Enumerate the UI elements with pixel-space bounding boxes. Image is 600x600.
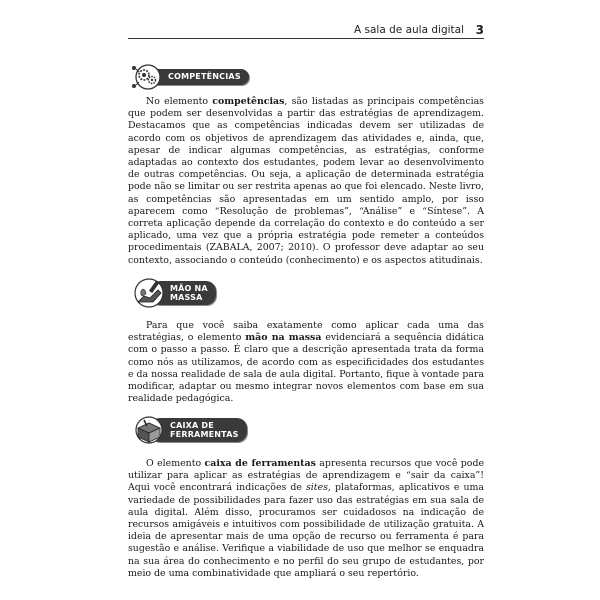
running-header (128, 24, 484, 39)
mao-na-massa-text-a: Para que você saiba exatamente como aplicar cada uma das estratégias, o elemento (128, 320, 484, 344)
caixa-text-c: , plataformas, aplicativos e uma variedade de possibilidades para fazer uso das estratégias em sua sala de aula digital. Além disso, procuramos ser cuidadosos na indicação de recursos amigáveis e intuitivos com possibilidade de utilização gratuita. A ideia de apresentar mais de uma opção de recurso ou ferramenta é para sugestão e análise. Verifique a viabilidade de uso que melhor se enquadra na sua área do conhecimento e no perfil do seu grupo de estudantes, por meio de uma combinatividade que ampliará o seu repertório. (128, 482, 484, 579)
competencias-label-text: COMPETÊNCIAS (168, 72, 241, 82)
hand-tool-icon (130, 276, 168, 310)
competencias-label (130, 62, 249, 92)
caixa-de-ferramentas-paragraph (128, 458, 484, 580)
mao-na-massa-text-b: evidenciará a sequência didática com o passo a passo. É claro que a descrição apresentada trata da forma como nós as utilizamos, de acordo com as especificidades dos estudantes e da nossa realidade de sala de aula digital. Portanto, fique à vontade para modificar, adaptar ou mesmo integrar novos elementos com base em sua realidade pedagógica. (128, 332, 484, 405)
competencias-text-a: No elemento (146, 96, 213, 107)
mao-na-massa-label-line1: MÃO NA (170, 283, 208, 293)
mao-na-massa-paragraph (128, 320, 484, 405)
toolbox-icon (130, 414, 168, 446)
competencias-keyword: competências (212, 96, 285, 107)
competencias-paragraph (128, 96, 484, 267)
caixa-keyword: caixa de ferramentas (204, 458, 316, 469)
caixa-text-a: O elemento (146, 458, 205, 469)
caixa-text-b: apresenta recursos que você pode utilizar para aplicar as estratégias de aprendizagem e “sair da caixa”! Aqui você encontrará indicações de (128, 458, 484, 494)
caixa-label-line1: CAIXA DE (170, 420, 214, 430)
page-number: 3 (475, 23, 484, 37)
caixa-sites-term: sites (305, 482, 328, 494)
caixa-de-ferramentas-label (130, 414, 247, 446)
mao-na-massa-label-line2: MASSA (170, 293, 203, 302)
caixa-label-line2: FERRAMENTAS (170, 430, 239, 439)
gears-network-icon (130, 62, 166, 92)
mao-na-massa-keyword: mão na massa (245, 332, 322, 344)
running-header-title: A sala de aula digital (354, 24, 464, 36)
mao-na-massa-label (130, 276, 216, 310)
competencias-text-b: , são listadas as principais competências que podem ser desenvolvidas a partir das estratégias de aprendizagem. Destacamos que as competências indicadas devem ser utilizadas de acordo com os objetivos de aprendizagem das atividades e, ainda, que, apesar de indicar algumas competências, as estratégias, conforme adaptadas ao contexto dos estudantes, podem levar ao desenvolvimento de outras competências. Ou seja, a aplicação de determinada estratégia pode não se limitar ou ser restrita apenas ao que foi elencado. Neste livro, as competências são apresentadas em um sentido amplo, por isso aparecem como “Resolução de problemas”, “Análise” e “Síntese”. A correta aplicação depende da correlação do contexto e do conteúdo a ser aplicado, uma vez que a própria estratégia pode remeter a conteúdos procedimentais (ZABALA, 2007; 2010). O professor deve adaptar ao seu contexto, associando o conteúdo (conhecimento) e os aspectos atitudinais. (128, 96, 484, 266)
